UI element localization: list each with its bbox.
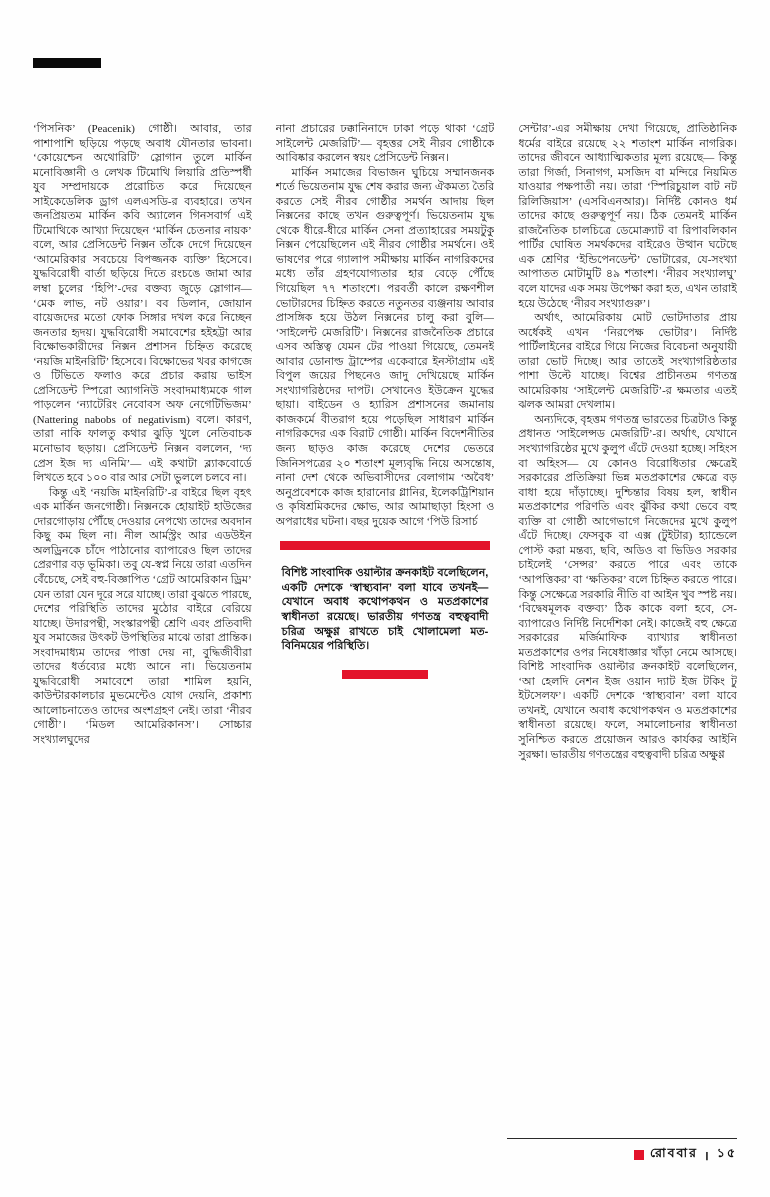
footer-accent-square <box>634 1150 644 1160</box>
body-paragraph: কিন্তু এই ‘নয়জি মাইনরিটি’-র বাইরে ছিল বৃহৎ এক মার্কিন জনগোষ্ঠী। নিক্সনকে হোয়াইট হাউজের দোরগোড়ায় পৌঁছে দেওয়ার নেপথ্যে তাদের অবদান কিছু কম ছিল না। নীল আর্মস্ট্রং আর এডউইন অলড্রিনকে চাঁদে পাঠানোর ব্যাপারেও ছিল তাদের প্রেরণার বড় ভূমিকা। তবু যে-স্বপ্ন নিয়ে তারা এতদিন বেঁচেছে, সেই বহু-বিজ্ঞাপিত ‘গ্রেট আমেরিকান ড্রিম’ যেন তারা যেন দূরে সরে যাচ্ছে। তারা বুঝতে পারছে, দেশের পরিস্থিতি তাদের মুঠোর বাইরে বেরিয়ে যাচ্ছে। উদারপন্থী, সংস্কারপন্থী শ্রেণি এবং প্রতিবাদী যুব সমাজের উৎকট উপস্থিতির মাঝে তারা প্রান্তিক। সংবাদমাধ্যম তাদের পাত্তা দেয় না, বুদ্ধিজীবীরা তাদের ধর্তব্যের মধ্যে আনে না। ভিয়েতনাম যুদ্ধবিরোধী সমাবেশে তারা শামিল হয়নি, কাউন্টারকালচার মুভমেন্টেও যোগ দেয়নি, প্রকাশ্য আলোচনাতেও তাদের অংশগ্রহণ নেই। তারা ‘নীরব গোষ্ঠী’। ‘মিডল আমেরিকানস’। সোচ্চার সংখ্যালঘুদের <box>33 486 252 746</box>
body-paragraph: নানা প্রচারের ঢক্কানিনাদে ঢাকা পড়ে থাকা ‘গ্রেট সাইলেন্ট মেজরিটি’— বৃহত্তর সেই নীরব গোষ্ঠীকে আবিষ্কার করলেন স্বয়ং প্রেসিডেন্ট নিক্সন। <box>275 123 495 165</box>
body-paragraph: ‘পিসনিক’ (Peacenik) গোষ্ঠী। আবার, তার পাশাপাশি ছড়িয়ে পড়ছে অবাধ যৌনতার ভাবনা। ‘কোয়েশ্চেন অথোরিটি’ স্লোগান তুলে মার্কিন মনোবিজ্ঞানী ও লেখক টিমোথি লিয়ারি প্রতিস্পর্ধী যুব সম্প্রদায়কে প্ররোচিত করে দিয়েছেন সাইকেডেলিক ড্রাগ এলএসডি-র ব্যবহারে। তখন জনপ্রিয়তম মার্কিন কবি অ্যালেন গিনসবার্গ এই টিমোথিকে আখ্যা দিয়েছেন ‘মার্কিন চেতনার নায়ক’ বলে, আর প্রেসিডেন্ট নিক্সন তাঁকে দেগে দিয়েছেন ‘আমেরিকার সবচেয়ে বিপজ্জনক ব্যক্তি’ হিসেবে। যুদ্ধবিরোধী বার্তা ছড়িয়ে দিতে রংচঙে জামা আর লম্বা চুলের ‘হিপি’-দের বক্তব্য জুড়ে স্লোগান— ‘মেক লাভ, নট ওয়ার’। বব ডিলান, জোয়ান বায়েজদের মতো ফোক সিঙ্গার দখল করে নিচ্ছেন জনতার হৃদয়। যুদ্ধবিরোধী সমাবেশের হইহট্টা আর বিক্ষোভকারীদের নিক্সন প্রশাসন চিহ্নিত করেছে ‘নয়জি মাইনরিটি’ হিসেবে। বিক্ষোভের খবর কাগজে ও টিভিতে ফলাও করে প্রচার করায় ভাইস প্রেসিডেন্ট স্পিরো অ্যাগনিউ সংবাদমাধ্যমকে গাল পাড়লেন ‘ন্যাটেরিং নেবোবস অফ নেগেটিভিজম’ (Nattering nabobs of negativism) বলে। কারণ, তারা নাকি ফালতু কথার ঝুড়ি খুলে নেতিবাচক মনোভাব ছড়ায়। প্রেসিডেন্ট নিক্সন বললেন, ‘দ্য প্রেস ইজ দ্য এনিমি’— এই কথাটা ব্ল্যাকবোর্ডে লিখতে হবে ১০০ বার আর সেটা ভুললে চলবে না। <box>33 123 252 485</box>
body-paragraph: সেন্টার’-এর সমীক্ষায় দেখা গিয়েছে, প্রাতিষ্ঠানিক ধর্মের বাইরে রয়েছে ২২ শতাংশ মার্কিন নাগরিক। তাদের জীবনে আধ্যাত্মিকতার মূল্য রয়েছে— কিন্তু তারা গির্জা, সিনাগগ, মসজিদ বা মন্দিরে নিয়মিত যাওয়ার পক্ষপাতী নয়। তারা ‘স্পিরিচুয়াল বাট নট রিলিজিয়াস’ (এসবিএনআর)। নির্দিষ্ট কোনও ধর্ম তাদের কাছে গুরুত্বপূর্ণ নয়। ঠিক তেমনই মার্কিন রাজনৈতিক চালচিত্রে ডেমোক্র্যাট বা রিপাবলিকান পার্টির ঘোষিত সমর্থকদের বাইরেও উত্থান ঘটেছে এক শ্রেণির ‘ইন্ডিপেনডেন্ট’ ভোটারের, যে-সংখ্যা আপাতত মোটামুটি ৪৯ শতাংশ। ‘নীরব সংখ্যালঘু’ বলে যাদের এক সময় উপেক্ষা করা হত, এখন তারাই হয়ে উঠেছে ‘নীরব সংখ্যাগুরু’। <box>518 123 737 310</box>
body-paragraph: মার্কিন সমাজের বিভাজন ঘুচিয়ে সম্মানজনক শর্তে ভিয়েতনাম যুদ্ধ শেষ করার জন্য ঐকমত্য তৈরি করতে সেই নীরব গোষ্ঠীর সমর্থন আদায় ছিল নিক্সনের কাছে তখন গুরুত্বপূর্ণ। ভিয়েতনাম যুদ্ধ থেকে ধীরে-ধীরে মার্কিন সেনা প্রত্যাহারের সময়টুকু নিক্সন পেয়েছিলেন এই নীরব গোষ্ঠীর সমর্থনে। ওই ভাষণের পরে গ্যালাপ সমীক্ষায় মার্কিন নাগরিকদের মধ্যে তাঁর গ্রহণযোগ্যতার হার বেড়ে পৌঁছে গিয়েছিল ৭৭ শতাংশে। পরবর্তী কালে রক্ষণশীল ভোটারদের চিহ্নিত করতে নতুনতর ব্যঞ্জনায় আবার প্রাসঙ্গিক হয়ে উঠল নিক্সনের চালু করা বুলি— ‘সাইলেন্ট মেজরিটি’। নিক্সনের রাজনৈতিক প্রচারে এসব অস্তিত্ব যেমন টের পাওয়া গিয়েছে, তেমনই আবার ডোনাল্ড ট্রাম্পের একেবারে ইনস্টাগ্রাম এই বিপুল জয়ের পিছনেও জাদু দেখিয়েছে মার্কিন সংখ্যাগরিষ্ঠদের দাপট। সেখানেও ইউক্রেন যুদ্ধের ছায়া। বাইডেন ও হ্যারিস প্রশাসনের জমানায় কাজকর্মে বীতরাগ হয়ে পড়েছিল সাধারণ মার্কিন নাগরিকদের এক বিরাট গোষ্ঠী। মার্কিন বিদেশনীতির জন্য ছাড়ও কাজ করেছে দেশের ভেতরে জিনিসপত্রের ২০ শতাংশ মূল্যবৃদ্ধি নিয়ে অসন্তোষ, নানা দেশ থেকে অভিবাসীদের বেলাগাম ‘অবৈধ’ অনুপ্রবেশকে কাজ হারানোর গ্লানির, ইলেকট্রিশিয়ান ও কৃষিশ্রমিকদের ক্ষোভ, আর আমাছাড়া হিংসা ও অপরাধের ঘটনা। বছর দুয়েক আগে ‘পিউ রিসার্চ <box>275 166 495 528</box>
footer-separator: । <box>704 1148 711 1163</box>
column-3 <box>518 122 737 1114</box>
footer-rule <box>507 1138 737 1139</box>
footer-text <box>507 1145 737 1165</box>
body-paragraph: অর্থাৎ, আমেরিকায় মোট ভোটদাতার প্রায় অর্ধেকই এখন ‘নিরপেক্ষ ভোটার’। নির্দিষ্ট পার্টিলাইনের বাইরে গিয়ে নিজের বিবেচনা অনুযায়ী তারা ভোট দিচ্ছে। আর তাতেই সংখ্যাগরিষ্ঠতার পাশা উল্টে যাচ্ছে। বিশ্বের প্রাচীনতম গণতন্ত্র আমেরিকায় ‘সাইলেন্ট মেজরিটি’-র ক্ষমতার এতই ঝলক আমরা দেখলাম। <box>518 312 737 412</box>
footer-page-number: ১৫ <box>716 1146 737 1160</box>
pull-quote-text: বিশিষ্ট সাংবাদিক ওয়াল্টার ক্রনকাইট বলেছিলেন, একটি দেশকে ‘স্বাস্থ্যবান’ বলা যাবে তখনই— যেখানে অবাধ কথোপকথন ও মতপ্রকাশের স্বাধীনতা রয়েছে। ভারতীয় গণতন্ত্র বহুত্ববাদী চরিত্র অক্ষুণ্ণ রাখতে চাই খোলামেলা মত-বিনিময়ের পরিস্থিতি। <box>281 567 489 653</box>
column-2 <box>276 122 495 1114</box>
pull-quote <box>276 541 495 678</box>
pull-quote-top-rule <box>280 541 491 550</box>
section-marker-bar <box>33 58 101 68</box>
column-1 <box>33 122 252 1114</box>
page-footer <box>507 1138 737 1165</box>
pull-quote-bottom-rule <box>342 670 428 679</box>
article-body <box>33 122 737 1114</box>
body-paragraph: অন্যদিকে, বৃহত্তম গণতন্ত্র ভারতের চিত্রটাও কিন্তু প্রধানত ‘সাইলেন্সড মেজরিটি’-র। অর্থাৎ, যেখানে সংখ্যাগরিষ্ঠের মুখে কুলুপ এঁটে দেওয়া হচ্ছে। সহিংস বা অহিংস— যে কোনও বিরোধিতার ক্ষেত্রেই সরকারের প্রতিক্রিয়া ভিন্ন মতপ্রকাশের ক্ষেত্রে বড় বাধা হয়ে দাঁড়াচ্ছে। দুশ্চিন্তার বিষয় হল, স্বাধীন মতপ্রকাশের পরিণতি এবং ঝুঁকির কথা ভেবে বহু ব্যক্তি বা গোষ্ঠী আগেভাগে নিজেদের মুখে কুলুপ এঁটে দিচ্ছে। ফেসবুক বা এক্স (টুইটার) হ্যান্ডেলে পোস্ট করা মন্তব্য, ছবি, অডিও বা ভিডিও সরকার চাইলেই ‘সেন্সর’ করতে পারে এবং তাকে ‘আপত্তিকর’ বা ‘ক্ষতিকর’ বলে চিহ্নিত করতে পারে। কিন্তু সেক্ষেত্রে সরকারি নীতি বা আইন খুব স্পষ্ট নয়। ‘বিদ্বেষমূলক বক্তব্য’ ঠিক কাকে বলা হবে, সে-ব্যাপারেও নির্দিষ্ট নির্দেশিকা নেই। কাজেই বহু ক্ষেত্রে সরকারের মর্জিমাফিক ব্যাখ্যার স্বাধীনতা মতপ্রকাশের ওপর নিষেধাজ্ঞার খাঁড়া নেমে আসছে। বিশিষ্ট সাংবাদিক ওয়াল্টার ক্রনকাইট বলেছিলেন, ‘আ হেলদি নেশন ইজ ওয়ান দ্যাট ইজ টকিং টু ইটসেলফ’। একটি দেশকে ‘স্বাস্থ্যবান’ বলা যাবে তখনই, যেখানে অবাধ কথোপকথন ও মতপ্রকাশের স্বাধীনতা রয়েছে। ফলে, সমালোচনার স্বাধীনতা সুনিশ্চিত করতে প্রয়োজন আরও কার্যকর আইনি সুরক্ষা। ভারতীয় গণতন্ত্রের বহুত্ববাদী চরিত্র অক্ষুণ্ণ <box>518 413 737 761</box>
footer-masthead: রোববার <box>650 1146 699 1160</box>
